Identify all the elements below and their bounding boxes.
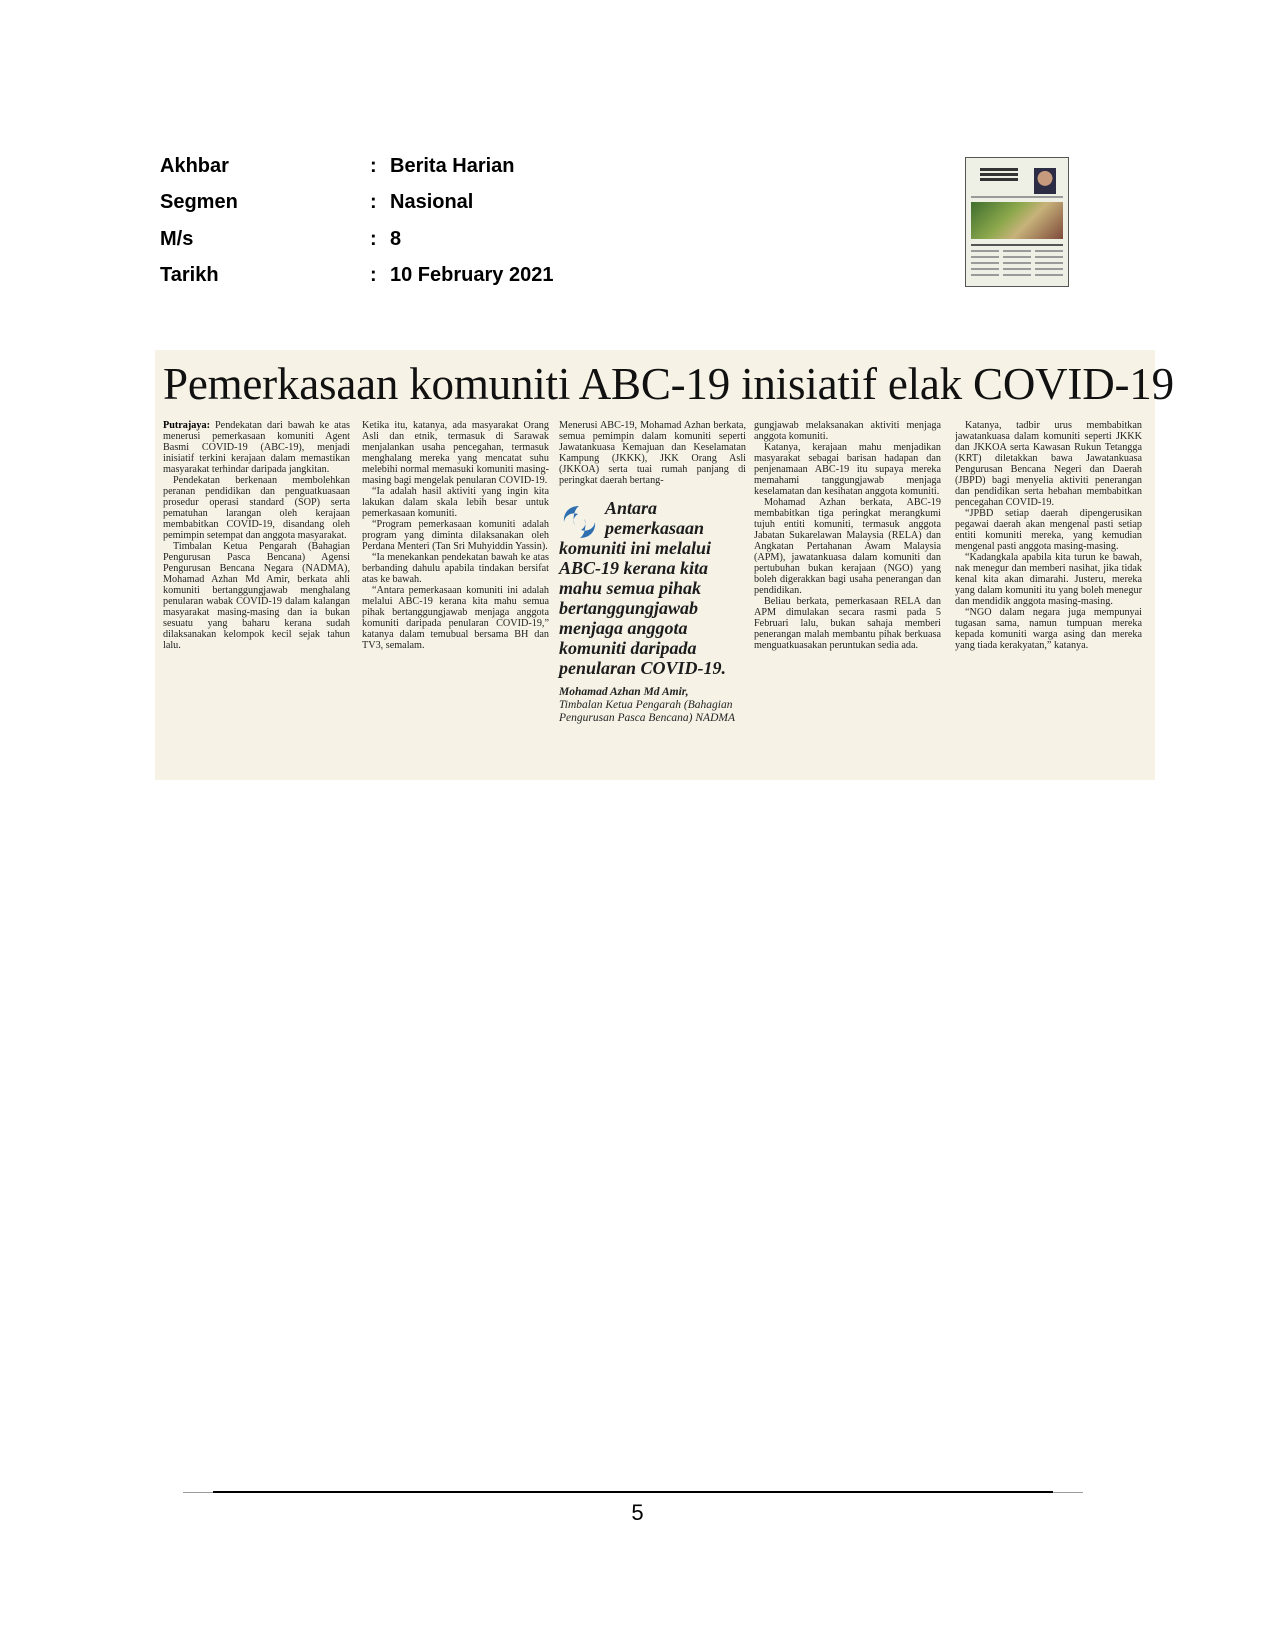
thumbnail-portrait — [1034, 168, 1056, 194]
meta-value: 10 February 2021 — [390, 264, 554, 287]
meta-colon: : — [370, 227, 377, 250]
meta-label: Akhbar — [160, 154, 229, 177]
paragraph: Katanya, tadbir urus membabitkan jawatankuasa dalam komuniti seperti JKKK dan JKKOA serta Kawasan Rukun Tetangga (KRT) diletakkan bawa Jawatankuasa Pengurusan Bencana Negeri dan Daerah (JBPD) bagi menyelia aktiviti penerangan dan pendidikan serta hebahan membabitkan pencegahan COVID-19. — [955, 420, 1142, 508]
meta-value: Berita Harian — [390, 154, 515, 177]
paragraph: “JPBD setiap daerah dipengerusikan pegawai daerah akan mengenal pasti setiap entiti komuniti mereka, yang kemudian mengenal pasti anggota masing-masing. — [955, 508, 1142, 552]
thumbnail-text-line — [1003, 274, 1031, 276]
meta-value: 8 — [390, 227, 402, 250]
article-headline: Pemerkasaan komuniti ABC-19 inisiatif elak COVID-19 — [163, 359, 1174, 409]
thumbnail-text-line — [971, 262, 999, 264]
paragraph: gungjawab melaksanakan aktiviti menjaga anggota komuniti. — [754, 420, 941, 442]
thumbnail-text-line — [1035, 262, 1063, 264]
article-column-5 — [955, 420, 1142, 780]
meta-colon: : — [370, 154, 377, 177]
article-column-2 — [362, 420, 549, 780]
page-number: 5 — [631, 1500, 644, 1525]
paragraph: “Ia menekankan pendekatan bawah ke atas berbanding dahulu apabila tindakan bersifat atas ke bawah. — [362, 552, 549, 585]
paragraph: Ketika itu, katanya, ada masyarakat Orang Asli dan etnik, termasuk di Sarawak menjalankan usaha pencegahan, termasuk menghalang mereka yang mencatat suhu melebihi normal memasuki komuniti masing-masing bagi mengelak penularan COVID-19. — [362, 420, 549, 486]
thumbnail-text-line — [1035, 274, 1063, 276]
thumbnail-text-line — [971, 268, 999, 270]
thumbnail-headline — [980, 168, 1018, 181]
article-column-3 — [559, 420, 746, 492]
paragraph: “Program pemerkasaan komuniti adalah program yang diminta dilaksanakan oleh Perdana Menteri (Tan Sri Muhyiddin Yassin). — [362, 519, 549, 552]
meta-label: Segmen — [160, 191, 238, 214]
paragraph: “Antara pemerkasaan komuniti ini adalah melalui ABC-19 kerana kita mahu semua pihak bertanggungjawab menjaga anggota komuniti daripada penularan COVID-19,” katanya dalam temubual bersama BH dan TV3, semalam. — [362, 585, 549, 651]
thumbnail-text-line — [1035, 268, 1063, 270]
paragraph: “NGO dalam negara juga mempunyai tugasan sama, namun tumpuan mereka kepada komuniti warga asing dan mereka yang tiada kerakyatan,” katanya. — [955, 607, 1142, 651]
paragraph: Katanya, kerajaan mahu menjadikan masyarakat sebagai barisan hadapan dan penjenamaan ABC-19 itu supaya mereka memahami tanggungjawab menjaga keselamatan dan kesihatan anggota komuniti. — [754, 442, 941, 497]
article-column-4 — [754, 420, 941, 780]
paragraph: Beliau berkata, pemerkasaan RELA dan APM dimulakan secara rasmi pada 5 Februari lalu, bukan sahaja memberi penerangan malah membantu pihak berkuasa menguatkuasakan peruntukan sedia ada. — [754, 596, 941, 651]
thumbnail-text-line — [1003, 268, 1031, 270]
meta-colon: : — [370, 264, 377, 287]
thumbnail-rule — [971, 196, 1063, 198]
thumbnail-text-line — [971, 250, 999, 252]
thumbnail-rule — [971, 244, 1063, 246]
newspaper-page-thumbnail — [965, 157, 1069, 287]
pull-quote-line: Antara — [605, 498, 658, 518]
thumbnail-text-line — [1035, 256, 1063, 258]
pull-quote — [559, 498, 746, 725]
thumbnail-text-line — [1003, 262, 1031, 264]
meta-label: M/s — [160, 227, 194, 250]
meta-label: Tarikh — [160, 264, 219, 287]
meta-row-tarikh — [160, 258, 553, 295]
attribution-name: Mohamad Azhan Md Amir, — [559, 686, 689, 698]
meta-value: Nasional — [390, 191, 474, 214]
dateline: Putrajaya: — [163, 420, 210, 431]
pull-quote-text: komuniti ini melalui ABC-19 kerana kita mahu semua pihak bertanggungjawab menjaga anggota komuniti daripada penularan COVID-19. — [559, 538, 727, 678]
thumbnail-text-line — [1003, 250, 1031, 252]
meta-row-akhbar — [160, 148, 553, 185]
lead-text: Pendekatan dari bawah ke atas menerusi pemerkasaan komuniti Agent Basmi COVID-19 (ABC-19), menjadi inisiatif terkini kerajaan dalam memastikan masyarakat terhindar daripada jangkitan. — [163, 420, 350, 475]
paragraph: Menerusi ABC-19, Mohamad Azhan berkata, semua pemimpin dalam komuniti seperti Jawatankuasa Kemajuan dan Keselamatan Kampung (JKKK), JKK Orang Asli (JKKOA) serta tuai rumah panjang di peringkat daerah bertang- — [559, 420, 746, 486]
pull-quote-attribution — [559, 686, 746, 725]
thumbnail-text-line — [1035, 250, 1063, 252]
footer-divider — [213, 1491, 1053, 1493]
paragraph: Pendekatan berkenaan membolehkan peranan pendidikan dan penguatkuasaan prosedur operasi standard (SOP) serta pematuhan larangan oleh kerajaan membabitkan COVID-19, disandang oleh pemimpin setempat dan anggota masyarakat. — [163, 475, 350, 541]
paragraph: “Ia adalah hasil aktiviti yang ingin kita lakukan dalam skala lebih besar untuk pemerkasaan komuniti. — [362, 486, 549, 519]
thumbnail-text-line — [971, 256, 999, 258]
attribution-title: Timbalan Ketua Pengarah (Bahagian Pengurusan Pasca Bencana) NADMA — [559, 699, 735, 724]
paragraph: “Kadangkala apabila kita turun ke bawah, nak menegur dan memberi nasihat, jika tidak kenal kita akan dimarahi. Justeru, mereka yang dalam komuniti itu yang boleh menegur dan mendidik anggota masing-masing. — [955, 552, 1142, 607]
thumbnail-text-line — [971, 274, 999, 276]
lead-paragraph — [163, 420, 350, 475]
meta-colon: : — [370, 191, 377, 214]
meta-row-segmen — [160, 185, 553, 222]
clipping-metadata — [160, 148, 553, 294]
paragraph: Timbalan Ketua Pengarah (Bahagian Pengurusan Pasca Bencana) Agensi Pengurusan Bencana Negara (NADMA), Mohamad Azhan Md Amir, berkata ahli komuniti bertanggungjawab menghalang penularan wabak COVID-19 dalam kalangan masyarakat masing-masing dan ia bukan sesuatu yang baharu kerana sudah dilaksanakan kelompok kecil sejak tahun lalu. — [163, 541, 350, 651]
thumbnail-photo — [971, 202, 1063, 239]
thumbnail-text-line — [1003, 256, 1031, 258]
quote-mark-icon — [559, 502, 599, 542]
pull-quote-line: pemerkasaan — [605, 518, 704, 538]
meta-row-page — [160, 221, 553, 258]
article-clipping — [155, 350, 1174, 780]
article-column-1 — [163, 420, 350, 780]
paragraph: Mohamad Azhan berkata, ABC-19 membabitkan tiga peringkat merangkumi tujuh entiti komuniti, termasuk anggota Jabatan Sukarelawan Malaysia (RELA) dan Angkatan Pertahanan Awam Malaysia (APM), jawatankuasa dalam komuniti dan pertubuhan bukan kerajaan (NGO) yang boleh digerakkan bagi usaha penerangan dan pendidikan. — [754, 497, 941, 596]
